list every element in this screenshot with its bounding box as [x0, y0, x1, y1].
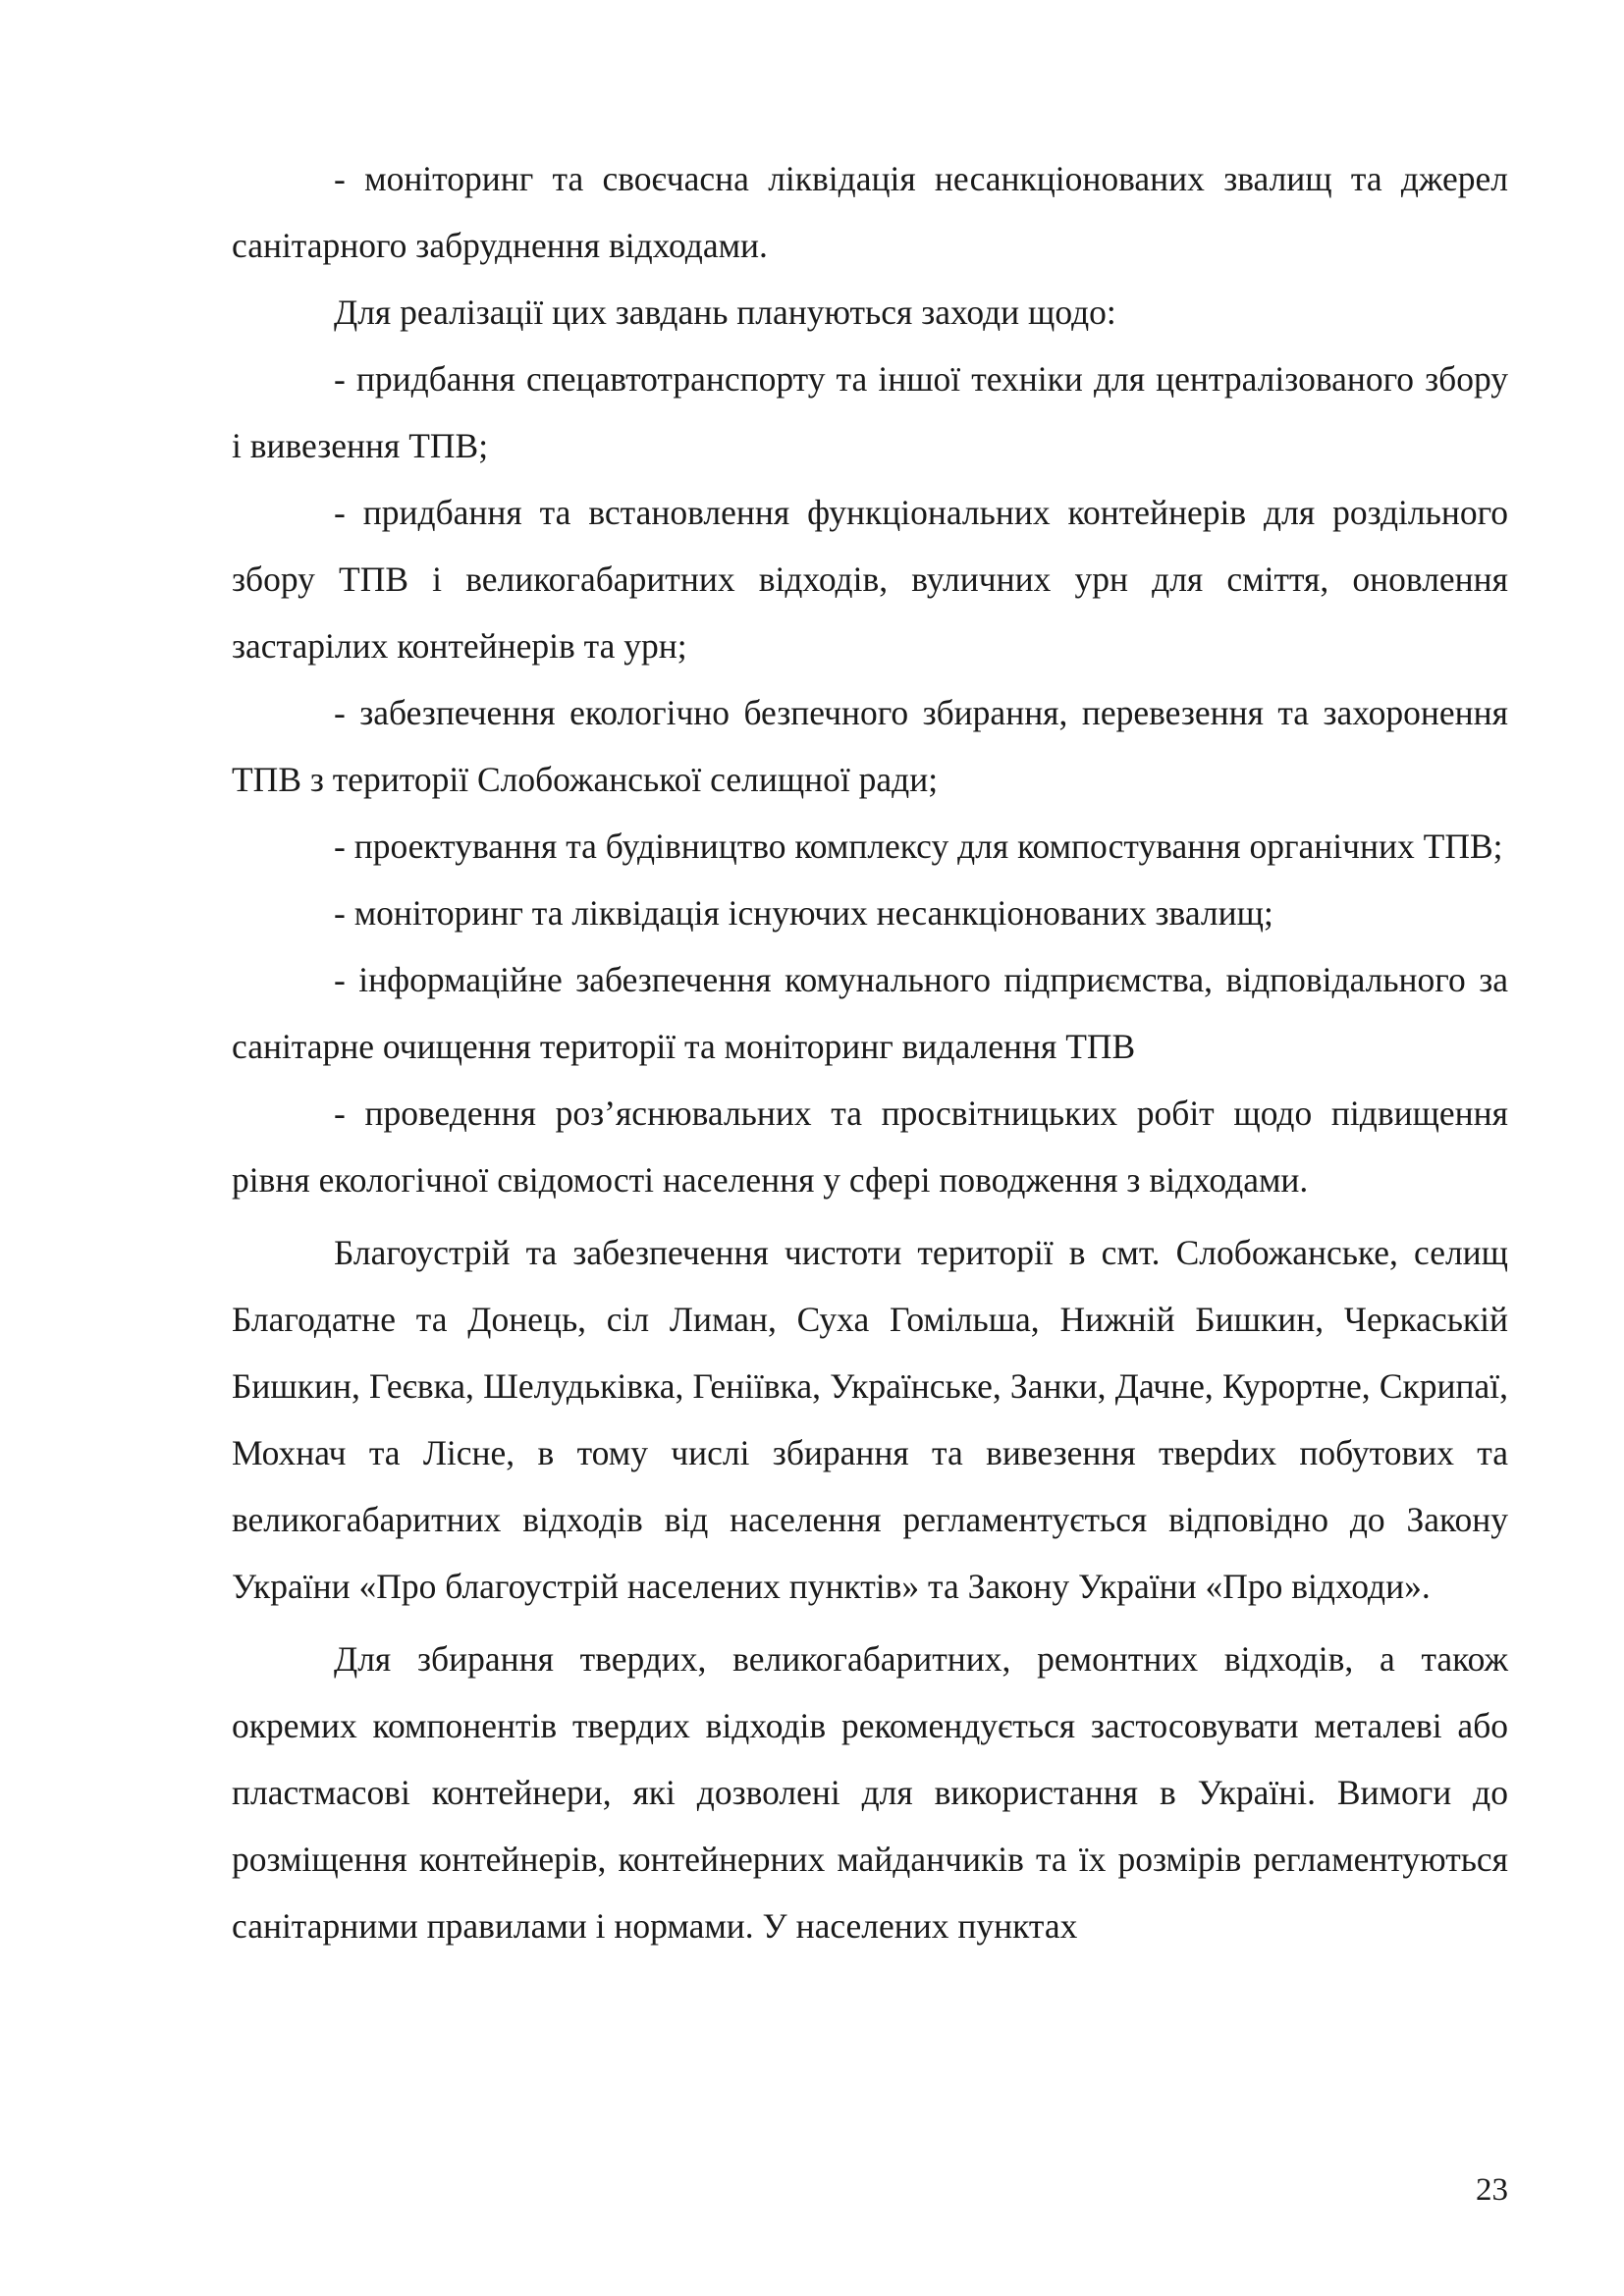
paragraph-5: - забезпечення екологічно безпечного збирання, перевезення та захоронення ТПВ з території Слобожанської селищної ради;	[232, 693, 1508, 799]
paragraph-7: - моніторинг та ліквідація існуючих несанкціонованих звалищ;	[334, 893, 1273, 933]
paragraph-8: - інформаційне забезпечення комунального підприємства, відповідального за санітарне очищення території та моніторинг видалення ТПВ	[232, 960, 1508, 1066]
paragraph-4: - придбання та встановлення функціональних контейнерів для роздільного збору ТПВ і великогабаритних відходів, вуличних урн для сміття, оновлення застарілих контейнерів та урн;	[232, 493, 1508, 666]
paragraph-6: - проектування та будівництво комплексу для компостування органічних ТПВ;	[334, 827, 1503, 866]
paragraph-11: Для збирання твердих, великогабаритних, ремонтних відходів, а також окремих компонентів твердих відходів рекомендується застосовувати металеві або пластмасові контейнери, які дозволені для використання в Україні. Вимоги до розміщення контейнерів, контейнерних майданчиків та їх розмірів регламентуються санітарними правилами і нормами. У населених пунктах	[232, 1639, 1508, 1946]
paragraph-9: - проведення роз’яснювальних та просвітницьких робіт щодо підвищення рівня екологічної свідомості населення у сфері поводження з відходами.	[232, 1094, 1508, 1200]
page-number: 23	[1476, 2172, 1508, 2208]
paragraph-1: - моніторинг та своєчасна ліквідація несанкціонованих звалищ та джерел санітарного забруднення відходами.	[232, 159, 1508, 265]
paragraph-10: Благоустрій та забезпечення чистоти території в смт. Слобожанське, селищ Благодатне та Донець, сіл Лиман, Суха Гомільша, Нижній Бишкин, Черкаській Бишкин, Геєвка, Шелудьківка, Геніївка, Українське, Занки, Дачне, Курортне, Скрипаї, Мохнач та Лісне, в тому числі збирання та вивезення тверdих побутових та великогабаритних відходів від населення регламентується відповідно до Закону України «Про благоустрій населених пунктів» та Закону України «Про відходи».	[232, 1233, 1508, 1606]
paragraph-3: - придбання спецавтотранспорту та іншої техніки для централізованого збору і вивезення ТПВ;	[232, 359, 1508, 465]
body-text	[232, 145, 1508, 1959]
paragraph-2: Для реалізації цих завдань плануються заходи щодо:	[334, 293, 1116, 332]
